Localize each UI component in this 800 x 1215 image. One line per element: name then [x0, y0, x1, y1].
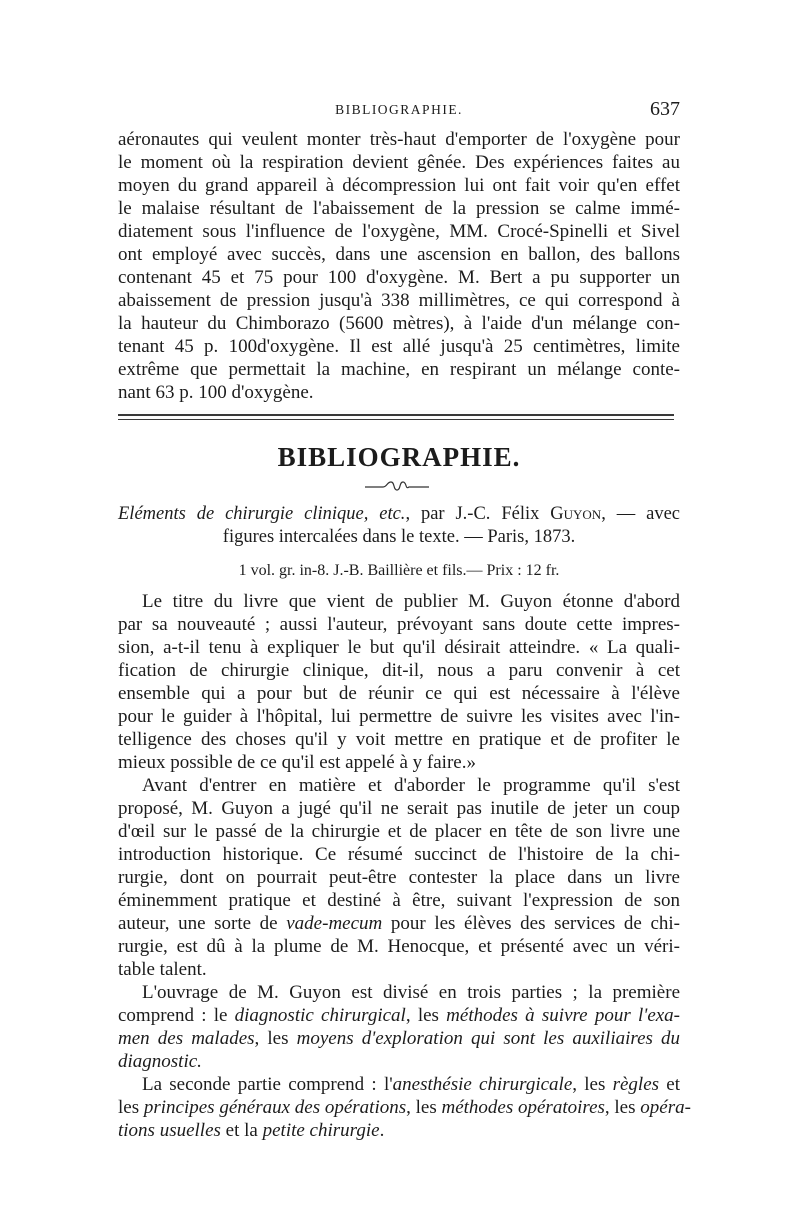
- text-line: table talent.: [118, 959, 207, 980]
- text-line: auteur, une sorte de vade-mecum pour les élèves des services de chi-: [118, 913, 680, 934]
- text-line: nant 63 p. 100 d'oxygène.: [118, 382, 314, 403]
- text-line: éminemment pratique et destiné à être, suivant l'expression de son: [118, 890, 680, 911]
- intro-paragraph: [118, 128, 680, 404]
- text-line: men des malades, les moyens d'exploration qui sont les auxiliaires du: [118, 1028, 681, 1049]
- ornament-flourish: [365, 480, 429, 492]
- text-line: la hauteur du Chimborazo (5600 mètres), à l'aide d'un mélange con-: [118, 313, 680, 334]
- text-line: diagnostic.: [118, 1051, 202, 1072]
- text-line: diatement sous l'influence de l'oxygène, MM. Crocé-Spinelli et Sivel: [118, 221, 680, 242]
- text-line: rurgie, dont on pourrait peut-être contester la place dans un livre: [118, 867, 680, 888]
- text-line: aéronautes qui veulent monter très-haut d'emporter de l'oxygène pour: [118, 129, 680, 150]
- text-line: d'œil sur le passé de la chirurgie et de placer en tête de son livre une: [118, 821, 680, 842]
- text-line: tenant 45 p. 100d'oxygène. Il est allé jusqu'à 25 centimètres, limite: [118, 336, 680, 357]
- text-line: La seconde partie comprend : l'anesthésie chirurgicale, les règles et: [142, 1074, 681, 1095]
- text-line: ont employé avec succès, dans une ascension en ballon, des ballons: [118, 244, 680, 265]
- text-line: L'ouvrage de M. Guyon est divisé en trois parties ; la première: [142, 982, 680, 1003]
- citation-line: Eléments de chirurgie clinique, etc., par J.-C. Félix Guyon, — avec: [118, 504, 680, 524]
- citation-line: figures intercalées dans le texte. — Paris, 1873.: [222, 527, 576, 547]
- text-line: fication de chirurgie clinique, dit-il, nous a paru convenir à cet: [118, 660, 680, 681]
- section-rule: [118, 419, 674, 420]
- publication-info: 1 vol. gr. in-8. J.-B. Baillière et fils.— Prix : 12 fr.: [238, 562, 560, 579]
- text-line: Avant d'entrer en matière et d'aborder le programme qu'il s'est: [142, 775, 680, 796]
- text-line: par sa nouveauté ; aussi l'auteur, prévoyant sans doute cette impres-: [118, 614, 680, 635]
- book-citation: [118, 503, 680, 549]
- text-line: comprend : le diagnostic chirurgical, les méthodes à suivre pour l'exa-: [118, 1005, 681, 1026]
- text-line: pour le guider à l'hôpital, lui permettre de suivre les visites avec l'in-: [118, 706, 680, 727]
- text-line: les principes généraux des opérations, les méthodes opératoires, les opéra-: [118, 1097, 691, 1118]
- author-name: Guyon: [550, 504, 602, 524]
- running-head: [118, 98, 680, 122]
- text-line: tions usuelles et la petite chirurgie.: [118, 1120, 385, 1141]
- text-line: rurgie, est dû à la plume de M. Henocque, et présenté avec un véri-: [118, 936, 680, 957]
- text-line: sion, a-t-il tenu à expliquer le but qu'il désirait atteindre. « La quali-: [118, 637, 680, 658]
- text-line: moyen du grand appareil à décompression lui ont fait voir qu'en effet: [118, 175, 680, 196]
- running-head-title: BIBLIOGRAPHIE.: [335, 102, 463, 117]
- text-line: extrême que permettait la machine, en respirant un mélange conte-: [118, 359, 680, 380]
- text-line: mieux possible de ce qu'il est appelé à y faire.»: [118, 752, 476, 773]
- text-line: proposé, M. Guyon a jugé qu'il ne serait pas inutile de jeter un coup: [118, 798, 680, 819]
- text-line: introduction historique. Ce résumé succinct de l'histoire de la chi-: [118, 844, 680, 865]
- text-line: abaissement de pression jusqu'à 338 millimètres, ce qui correspond à: [118, 290, 680, 311]
- section-title: BIBLIOGRAPHIE.: [277, 442, 521, 472]
- text-line: Le titre du livre que vient de publier M. Guyon étonne d'abord: [142, 591, 680, 612]
- text-line: ensemble qui a pour but de réunir ce qui est nécessaire à l'élève: [118, 683, 680, 704]
- review-body: [118, 590, 691, 1142]
- text-line: le moment où la respiration devient gênée. Des expériences faites au: [118, 152, 680, 173]
- page-number: 637: [650, 98, 680, 120]
- text-line: contenant 45 et 75 pour 100 d'oxygène. M. Bert a pu supporter un: [118, 267, 680, 288]
- text-line: le malaise résultant de l'abaissement de la pression se calme immé-: [118, 198, 680, 219]
- book-title: Eléments de chirurgie clinique, etc.: [118, 504, 406, 524]
- text-line: telligence des choses qu'il y voit mettre en pratique et de profiter le: [118, 729, 680, 750]
- section-rule: [118, 414, 674, 416]
